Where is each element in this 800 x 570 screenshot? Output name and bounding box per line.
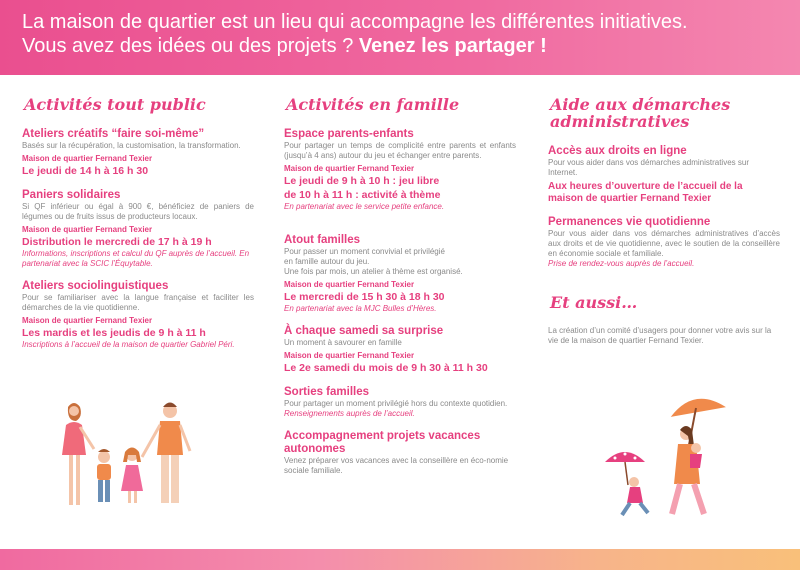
item-ateliers-creatifs bbox=[22, 128, 254, 178]
column-title: Activités en famille bbox=[284, 95, 516, 114]
item-title: Sorties familles bbox=[284, 386, 370, 398]
item-description: La création d’un comité d’usagers pour donner votre avis sur la vie de la maison de quartier Fernand Texier. bbox=[548, 326, 772, 345]
item-description-2: en famille autour du jeu. bbox=[284, 257, 370, 266]
item-sorties-familles bbox=[284, 386, 516, 419]
item-description-3: Une fois par mois, un atelier à thème est organisé. bbox=[284, 267, 463, 276]
item-venue: Maison de quartier Fernand Texier bbox=[284, 351, 415, 360]
item-ateliers-sociolinguistiques bbox=[22, 280, 254, 350]
item-samedi-surprise bbox=[284, 325, 516, 375]
item-note: En partenariat avec la MJC Bulles d’Hères. bbox=[284, 304, 437, 313]
item-description: Pour vous aider dans vos démarches administratives d’accès aux droits et de vie quotidienne, avec le soutien de la conseillère en économie sociale et familiale. bbox=[548, 229, 780, 258]
item-title: Ateliers sociolinguistiques bbox=[22, 280, 169, 292]
item-description: Basés sur la récupération, la customisation, la transformation. bbox=[22, 141, 241, 150]
family-illustration bbox=[50, 395, 220, 515]
item-schedule: Le 2e samedi du mois de 9 h 30 à 11 h 30 bbox=[284, 362, 488, 374]
column-title: Activités tout public bbox=[22, 95, 254, 114]
item-note: Prise de rendez-vous auprès de l’accueil. bbox=[548, 259, 695, 268]
item-description: Venez préparer vos vacances avec la conseillère en éco-nomie sociale familiale. bbox=[284, 456, 509, 475]
item-permanences bbox=[548, 216, 780, 269]
item-schedule-1: Le jeudi de 9 h à 10 h : jeu libre bbox=[284, 175, 440, 187]
footer-gradient-bar bbox=[0, 549, 800, 570]
et-aussi-title: Et aussi… bbox=[548, 293, 780, 312]
banner-line-1: La maison de quartier est un lieu qui accompagne les différentes initiatives. bbox=[22, 11, 688, 33]
umbrella-icon bbox=[669, 394, 726, 450]
banner-line-2 bbox=[22, 34, 778, 58]
item-description: Un moment à savourer en famille bbox=[284, 338, 402, 347]
small-umbrella-icon bbox=[605, 452, 645, 485]
item-venue: Maison de quartier Fernand Texier bbox=[22, 316, 153, 325]
item-note: Informations, inscriptions et calcul du QF auprès de l’accueil. En partenariat avec la SCIC l’Équytable. bbox=[22, 249, 250, 268]
item-title: Atout familles bbox=[284, 234, 361, 246]
item-note: En partenariat avec le service petite enfance. bbox=[284, 202, 445, 211]
item-schedule: Le jeudi de 14 h à 16 h 30 bbox=[22, 165, 149, 177]
banner-line-2-plain: Vous avez des idées ou des projets ? bbox=[22, 35, 359, 57]
item-schedule-2: de 10 h à 11 h : activité à thème bbox=[284, 189, 441, 201]
item-title: À chaque samedi sa surprise bbox=[284, 325, 444, 337]
item-title: Ateliers créatifs “faire soi-même” bbox=[22, 128, 205, 140]
item-espace-parents-enfants bbox=[284, 128, 516, 212]
top-banner bbox=[0, 0, 800, 75]
girl-figure bbox=[121, 448, 143, 504]
item-title: Espace parents-enfants bbox=[284, 128, 414, 140]
item-schedule: Les mardis et les jeudis de 9 h à 11 h bbox=[22, 327, 206, 339]
column-activites-en-famille bbox=[284, 95, 516, 476]
item-atout-familles bbox=[284, 234, 516, 314]
item-title: Paniers solidaires bbox=[22, 189, 121, 201]
item-projets-vacances bbox=[284, 430, 516, 476]
item-title: Permanences vie quotidienne bbox=[548, 216, 711, 228]
item-paniers-solidaires bbox=[22, 189, 254, 269]
running-child-figure bbox=[622, 477, 648, 515]
item-description: Pour partager un temps de complicité entre parents et enfants (jusqu’à 4 ans) autour du jeu et échanger entre parents. bbox=[284, 141, 516, 160]
column-activites-tout-public bbox=[22, 95, 254, 350]
item-et-aussi bbox=[548, 326, 780, 346]
boy-figure bbox=[97, 449, 111, 502]
item-venue: Maison de quartier Fernand Texier bbox=[284, 280, 415, 289]
banner-line-2-bold: Venez les partager ! bbox=[358, 35, 547, 57]
item-description: Pour vous aider dans vos démarches administratives sur Internet. bbox=[548, 158, 749, 177]
item-note: Inscriptions à l’accueil de la maison de quartier Gabriel Péri. bbox=[22, 340, 235, 349]
item-description: Pour se familiariser avec la langue française et faciliter les démarches de la vie quotidienne. bbox=[22, 293, 254, 312]
column-aide-demarches bbox=[548, 95, 780, 346]
item-schedule: Distribution le mercredi de 17 h à 19 h bbox=[22, 236, 212, 248]
umbrella-illustration bbox=[600, 390, 730, 525]
item-venue: Maison de quartier Fernand Texier bbox=[22, 225, 153, 234]
item-description: Si QF inférieur ou égal à 900 €, bénéficiez de paniers de légumes ou de fruits issus de producteurs locaux. bbox=[22, 202, 254, 221]
item-acces-droits bbox=[548, 145, 780, 205]
item-venue: Maison de quartier Fernand Texier bbox=[22, 154, 153, 163]
item-description: Pour partager un moment privilégié hors du contexte quotidien. bbox=[284, 399, 508, 408]
column-title: Aide aux démarches administratives bbox=[548, 95, 780, 131]
item-note: Renseignements auprès de l’accueil. bbox=[284, 409, 415, 418]
item-description-1: Pour passer un moment convivial et privilégié bbox=[284, 247, 445, 256]
mother-figure bbox=[62, 403, 94, 505]
item-schedule: Le mercredi de 15 h 30 à 18 h 30 bbox=[284, 291, 445, 303]
mother-with-child-figure bbox=[672, 426, 704, 514]
item-venue: Maison de quartier Fernand Texier bbox=[284, 164, 415, 173]
item-schedule: Aux heures d’ouverture de l’accueil de la maison de quartier Fernand Texier bbox=[548, 181, 743, 204]
father-figure bbox=[142, 403, 190, 504]
item-title: Accès aux droits en ligne bbox=[548, 145, 687, 157]
item-title: Accompagnement projets vacances autonomes bbox=[284, 430, 481, 455]
